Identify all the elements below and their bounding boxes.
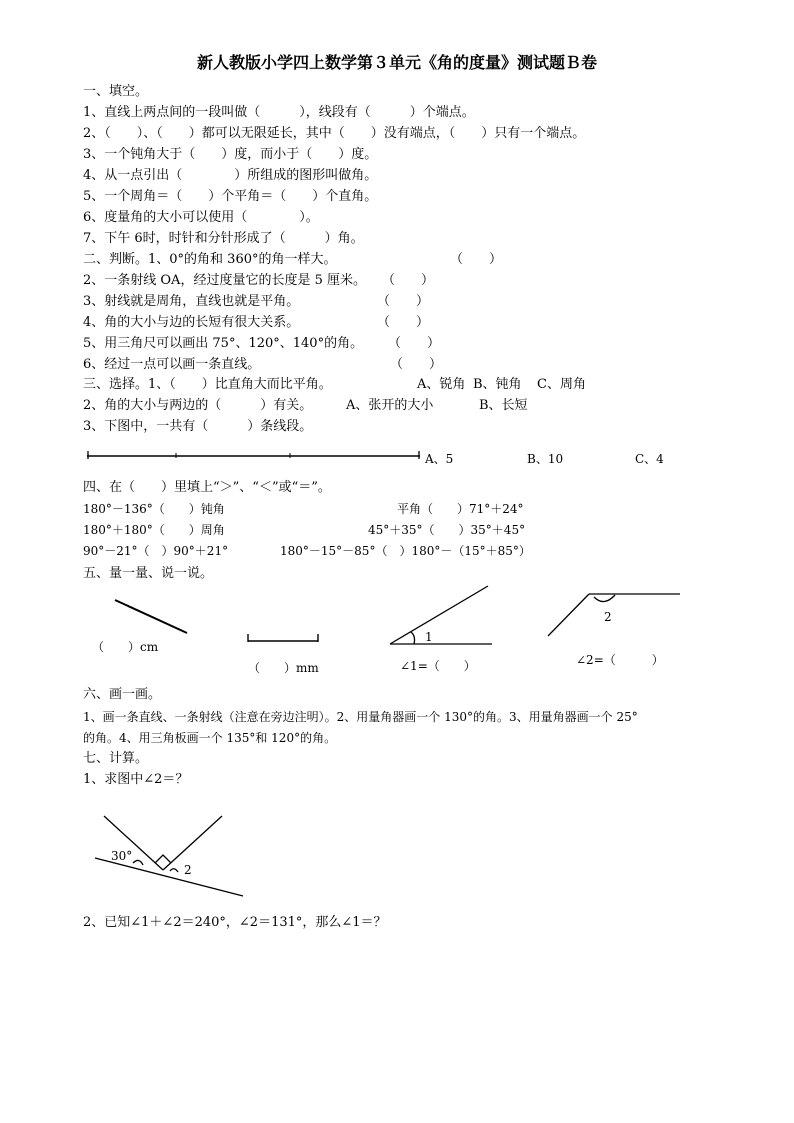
angle-2-mark: 2 xyxy=(604,610,612,624)
section-6-heading: 六、画一画。 xyxy=(83,687,162,702)
figure-label-angle-2: 2 xyxy=(184,863,192,877)
page-title: 新人教版小学四上数学第３单元《角的度量》测试题Ｂ卷 xyxy=(196,53,597,72)
section-7-heading: 七、计算。 xyxy=(83,751,149,766)
choice-3-option-a: A、5 xyxy=(425,452,454,466)
fill-question-5: 5、一个周角＝（ ）个平角＝（ ）个直角。 xyxy=(83,189,378,204)
compare-row-3-right: 180°－15°－85°（ ）180°－（15°＋85°） xyxy=(280,544,531,558)
angle-2-figure xyxy=(548,594,680,636)
choice-3-option-b: B、10 xyxy=(527,452,564,466)
judge-question-4: 4、角的大小与边的长短有很大关系。 xyxy=(83,315,300,330)
choice-question-1: 三、选择。1、（ ）比直角大而比平角。 xyxy=(83,377,332,392)
judge-answer-5: （ ） xyxy=(388,336,441,351)
section-4-heading: 四、在（ ）里填上“＞”、“＜”或“＝”。 xyxy=(83,480,331,495)
compare-row-3-left: 90°－21°（ ）90°＋21° xyxy=(83,544,229,558)
judge-answer-4: （ ） xyxy=(377,315,430,330)
answer-angle-2: ∠2=（ ） xyxy=(576,653,664,667)
answer-angle-1: ∠1=（ ） xyxy=(400,659,476,673)
segment-figure xyxy=(87,451,420,459)
calc-question-2: 2、已知∠1＋∠2＝240°，∠2＝131°，那么∠1＝？ xyxy=(83,915,387,930)
calc-question-1: 1、求图中∠2＝？ xyxy=(83,772,189,787)
fill-question-1: 1、直线上两点间的一段叫做（ ），线段有（ ）个端点。 xyxy=(83,105,475,120)
choice-1-option-c: C、周角 xyxy=(537,377,586,392)
judge-question-6: 6、经过一点可以画一条直线。 xyxy=(83,357,261,372)
fill-question-4: 4、从一点引出（ ）所组成的图形叫做角。 xyxy=(83,168,378,183)
judge-question-2: 2、一条射线 OA，经过度量它的长度是 5 厘米。 xyxy=(83,273,366,288)
choice-question-2: 2、角的大小与两边的（ ）有关。 xyxy=(83,398,313,413)
answer-length-mm: （ ）mm xyxy=(248,661,319,675)
choice-2-option-a: A、张开的大小 xyxy=(346,398,434,413)
compare-row-1-left: 180°－136°（ ）钝角 xyxy=(83,502,225,516)
judge-question-3: 3、射线就是周角，直线也就是平角。 xyxy=(83,294,300,309)
figure-label-30-degrees: 30° xyxy=(111,849,133,863)
choice-2-option-b: B、长短 xyxy=(479,398,528,413)
judge-answer-6: （ ） xyxy=(390,357,443,372)
compare-row-1-right: 平角（ ）71°＋24° xyxy=(397,502,524,516)
choice-1-option-a: A、锐角 xyxy=(417,377,466,392)
judge-question-1: 二、判断。1、0°的角和 360°的角一样大。 xyxy=(83,252,337,267)
judge-answer-2: （ ） xyxy=(382,273,435,288)
choice-3-option-c: C、4 xyxy=(635,452,664,466)
fill-question-2: 2、（ ）、（ ）都可以无限延长，其中（ ）没有端点，（ ）只有一个端点。 xyxy=(83,126,586,141)
draw-instructions-line-2: 的角。4、用三角板画一个 135°和 120°的角。 xyxy=(83,731,337,745)
compare-row-2-right: 45°＋35°（ ）35°＋45° xyxy=(368,523,526,537)
angle-1-mark: 1 xyxy=(425,630,433,644)
choice-question-3: 3、下图中，一共有（ ）条线段。 xyxy=(83,419,313,434)
compare-row-2-left: 180°＋180°（ ）周角 xyxy=(83,523,225,537)
angle-1-figure xyxy=(390,586,492,644)
draw-instructions-line-1: 1、画一条直线、一条射线（注意在旁边注明）。2、用量角器画一个 130°的角。3、用量角器画一个 25° xyxy=(83,710,638,724)
choice-1-option-b: B、钝角 xyxy=(473,377,522,392)
section-5-heading: 五、量一量、说一说。 xyxy=(83,566,214,581)
judge-answer-3: （ ） xyxy=(377,294,430,309)
measure-segment-mm xyxy=(248,634,318,642)
fill-question-7: 7、下午 6时，时针和分针形成了（ ）角。 xyxy=(83,231,364,246)
fill-question-6: 6、度量角的大小可以使用（ ）。 xyxy=(83,210,319,225)
section-1-heading: 一、填空。 xyxy=(83,84,149,99)
measure-segment-cm xyxy=(115,600,187,633)
answer-length-cm: （ ）cm xyxy=(92,640,159,654)
fill-question-3: 3、一个钝角大于（ ）度，而小于（ ）度。 xyxy=(83,147,378,162)
judge-question-5: 5、用三角尺可以画出 75°、120°、140°的角。 xyxy=(83,336,364,351)
judge-answer-1: （ ） xyxy=(450,252,503,267)
